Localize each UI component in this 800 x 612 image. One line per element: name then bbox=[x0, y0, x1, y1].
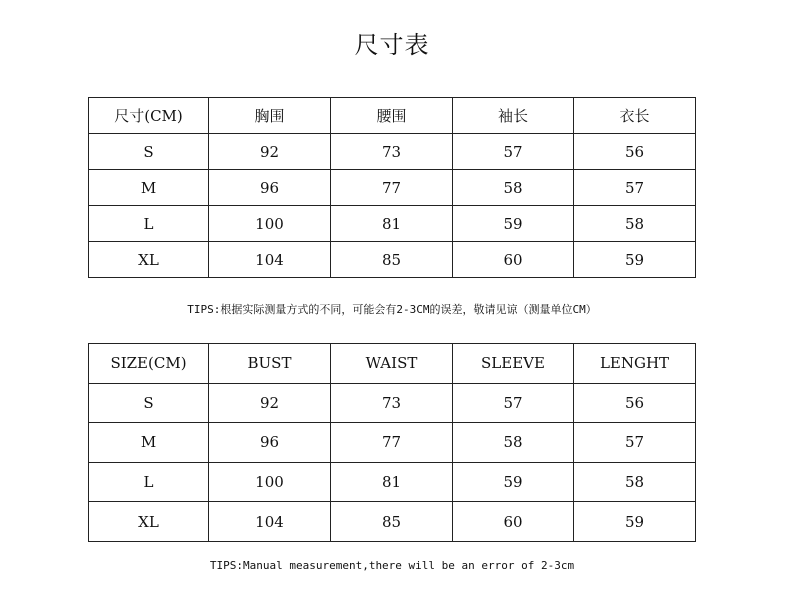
header-cell-waist: 腰围 bbox=[331, 98, 453, 134]
cell-waist: 73 bbox=[331, 134, 453, 170]
cell-bust: 96 bbox=[209, 423, 331, 463]
table-row bbox=[89, 170, 696, 206]
cell-length: 56 bbox=[574, 383, 696, 423]
cell-length: 58 bbox=[574, 206, 696, 242]
header-cell-bust: BUST bbox=[209, 344, 331, 384]
table-row bbox=[89, 423, 696, 463]
cell-bust: 92 bbox=[209, 383, 331, 423]
page-title: 尺寸表 bbox=[354, 31, 430, 59]
cell-length: 57 bbox=[574, 423, 696, 463]
cell-bust: 104 bbox=[209, 242, 331, 278]
cell-length: 59 bbox=[574, 242, 696, 278]
cell-size: M bbox=[89, 170, 209, 206]
size-table-english bbox=[88, 343, 696, 542]
table-header-row bbox=[89, 344, 696, 384]
tips-note-chinese: TIPS:根据实际测量方式的不同，可能会有2-3CM的误差，敬请见谅（测量单位CM） bbox=[187, 303, 597, 316]
header-cell-size: 尺寸(CM) bbox=[89, 98, 209, 134]
header-cell-bust: 胸围 bbox=[209, 98, 331, 134]
table-row bbox=[89, 206, 696, 242]
header-cell-waist: WAIST bbox=[331, 344, 453, 384]
table-row bbox=[89, 383, 696, 423]
cell-waist: 81 bbox=[331, 462, 453, 502]
cell-length: 56 bbox=[574, 134, 696, 170]
cell-size: XL bbox=[89, 242, 209, 278]
cell-size: S bbox=[89, 383, 209, 423]
cell-waist: 85 bbox=[331, 242, 453, 278]
header-cell-length: 衣长 bbox=[574, 98, 696, 134]
table-header-row bbox=[89, 98, 696, 134]
cell-size: S bbox=[89, 134, 209, 170]
cell-bust: 100 bbox=[209, 206, 331, 242]
cell-waist: 81 bbox=[331, 206, 453, 242]
cell-waist: 73 bbox=[331, 383, 453, 423]
header-cell-size: SIZE(CM) bbox=[89, 344, 209, 384]
cell-sleeve: 60 bbox=[453, 242, 574, 278]
cell-length: 59 bbox=[574, 502, 696, 542]
cell-waist: 85 bbox=[331, 502, 453, 542]
size-table-chinese bbox=[88, 97, 696, 278]
cell-bust: 100 bbox=[209, 462, 331, 502]
cell-size: XL bbox=[89, 502, 209, 542]
cell-bust: 92 bbox=[209, 134, 331, 170]
cell-bust: 96 bbox=[209, 170, 331, 206]
cell-sleeve: 60 bbox=[453, 502, 574, 542]
table-row bbox=[89, 462, 696, 502]
header-cell-length: LENGHT bbox=[574, 344, 696, 384]
cell-sleeve: 58 bbox=[453, 170, 574, 206]
cell-length: 58 bbox=[574, 462, 696, 502]
cell-size: M bbox=[89, 423, 209, 463]
cell-waist: 77 bbox=[331, 170, 453, 206]
cell-sleeve: 57 bbox=[453, 134, 574, 170]
header-cell-sleeve: SLEEVE bbox=[453, 344, 574, 384]
cell-size: L bbox=[89, 206, 209, 242]
table-row bbox=[89, 242, 696, 278]
cell-size: L bbox=[89, 462, 209, 502]
table-row bbox=[89, 502, 696, 542]
header-cell-sleeve: 袖长 bbox=[453, 98, 574, 134]
cell-length: 57 bbox=[574, 170, 696, 206]
cell-sleeve: 59 bbox=[453, 462, 574, 502]
table-row bbox=[89, 134, 696, 170]
cell-bust: 104 bbox=[209, 502, 331, 542]
cell-sleeve: 57 bbox=[453, 383, 574, 423]
cell-sleeve: 58 bbox=[453, 423, 574, 463]
cell-sleeve: 59 bbox=[453, 206, 574, 242]
cell-waist: 77 bbox=[331, 423, 453, 463]
tips-note-english: TIPS:Manual measurement,there will be an error of 2-3cm bbox=[209, 559, 575, 572]
